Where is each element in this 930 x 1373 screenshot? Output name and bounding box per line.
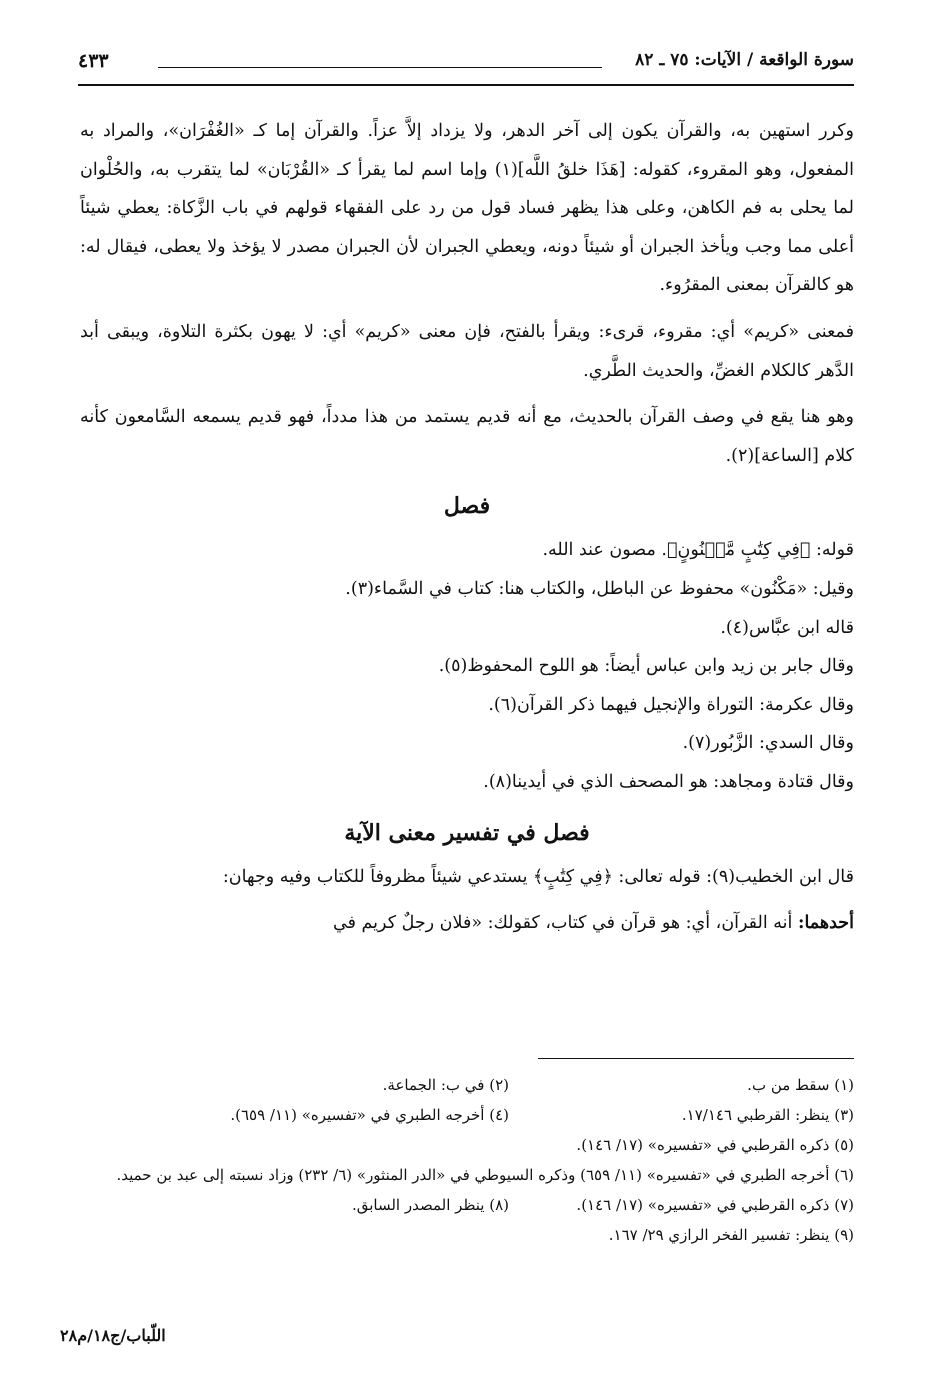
footnote: (٨) ينظر المصدر السابق.	[351, 1196, 509, 1214]
footnote: (٩) ينظر: تفسير الفخر الرازي ٢٩/ ١٦٧.	[608, 1226, 854, 1244]
footnote: (٢) في ب: الجماعة.	[382, 1076, 509, 1094]
footnotes	[80, 1070, 854, 1250]
footnote: (٧) ذكره القرطبي في «تفسيره» (١٧/ ١٤٦).	[576, 1196, 854, 1214]
paragraph-text: أنه القرآن، أي: هو قرآن في كتاب، كقولك: «فلان رجلٌ كريم في	[333, 913, 798, 934]
footnote-row	[80, 1070, 854, 1100]
header-dash-line	[158, 67, 602, 68]
section-heading: فصل في تفسير معنى الآية	[344, 819, 590, 846]
paragraph	[80, 904, 854, 943]
footnote-rule	[538, 1058, 854, 1059]
paragraph: وقال عكرمة: التوراة والإنجيل فيهما ذكر القرآن(٦).	[488, 694, 854, 715]
signature-mark: اللّباب/ج١٨/م٢٨	[60, 1326, 166, 1345]
page-number: ٤٣٣	[78, 50, 109, 72]
running-header	[78, 44, 854, 84]
footnote: (٥) ذكره القرطبي في «تفسيره» (١٧/ ١٤٦).	[576, 1136, 854, 1154]
paragraph: فمعنى «كريم» أي: مقروء، قرىء: ويقرأ بالفتح، فإن معنى «كريم» أي: لا يهون بكثرة التلاوة، ويبقى أبد الدَّهر كالكلام الغضِّ، والحديث الطَّري.	[80, 321, 854, 381]
paragraph: وقيل: «مَكْنُون» محفوظ عن الباطل، والكتاب هنا: كتاب في السَّماء(٣).	[345, 578, 854, 599]
paragraph: قاله ابن عبَّاس(٤).	[720, 617, 854, 638]
paragraph: قال ابن الخطيب(٩): قوله تعالى: ﴿فِي كِتَٰبٍ﴾ يستدعي شيئاً مظروفاً للكتاب وفيه وجهان:	[222, 866, 854, 887]
surah-title: سورة الواقعة / الآيات: ٧٥ ـ ٨٢	[635, 50, 854, 70]
footnote-row	[80, 1100, 854, 1130]
paragraph: قوله: ﴿فِي كِتَٰبٍ مَّكۡنُونٍ﴾. مصون عند الله.	[542, 540, 854, 561]
footnote: (١) سقط من ب.	[747, 1076, 854, 1094]
paragraph: وقال قتادة ومجاهد: هو المصحف الذي في أيدينا(٨).	[483, 771, 854, 792]
paragraph: وكرر استهين به، والقرآن يكون إلى آخر الدهر، ولا يزداد إلاَّ عزاً. والقرآن إما كـ «الغُفْرَان»، والمراد به المفعول، وهو المقروء، كقوله: [هَذَا خلقُ اللَّه](١) وإما اسم لما يقرأ كـ «القُرْبَان» لما يتقرب به، والحُلْوان لما يحلى به فم الكاهن، وعلى هذا يظهر فساد قول من رد على الفقهاء قولهم في باب الزَّكاة: يعطي شيئاً أعلى مما وجب ويأخذ الجبران أو شيئاً دونه، ويعطي الجبران لأن الجبران مصدر لا يؤخذ ولا يعطى، فيقال له: هو كالقرآن بمعنى المقرُوء.	[80, 121, 854, 296]
footnote: (٣) ينظر: القرطبي ١٧/١٤٦.	[681, 1106, 854, 1124]
main-text	[80, 112, 854, 943]
section-heading: فصل	[443, 493, 491, 520]
footnote: (٤) أخرجه الطبري في «تفسيره» (١١/ ٦٥٩).	[230, 1106, 509, 1124]
paragraph: وقال جابر بن زيد وابن عباس أيضاً: هو اللوح المحفوظ(٥).	[438, 656, 854, 677]
paragraph: وهو هنا يقع في وصف القرآن بالحديث، مع أنه قديم يستمد من هذا مدداً، فهو قديم يسمعه السَّامعون كأنه كلام [الساعة](٢).	[80, 407, 854, 466]
header-rule	[78, 84, 854, 86]
footnote: (٦) أخرجه الطبري في «تفسيره» (١١/ ٦٥٩) وذكره السيوطي في «الدر المنثور» (٦/ ٢٣٢) وزاد نسبته إلى عبد بن حميد.	[116, 1166, 854, 1184]
footnote-row	[80, 1190, 854, 1220]
paragraph: وقال السدي: الزَّبُور(٧).	[682, 733, 854, 754]
paragraph-lead: أحدهما:	[797, 913, 854, 934]
